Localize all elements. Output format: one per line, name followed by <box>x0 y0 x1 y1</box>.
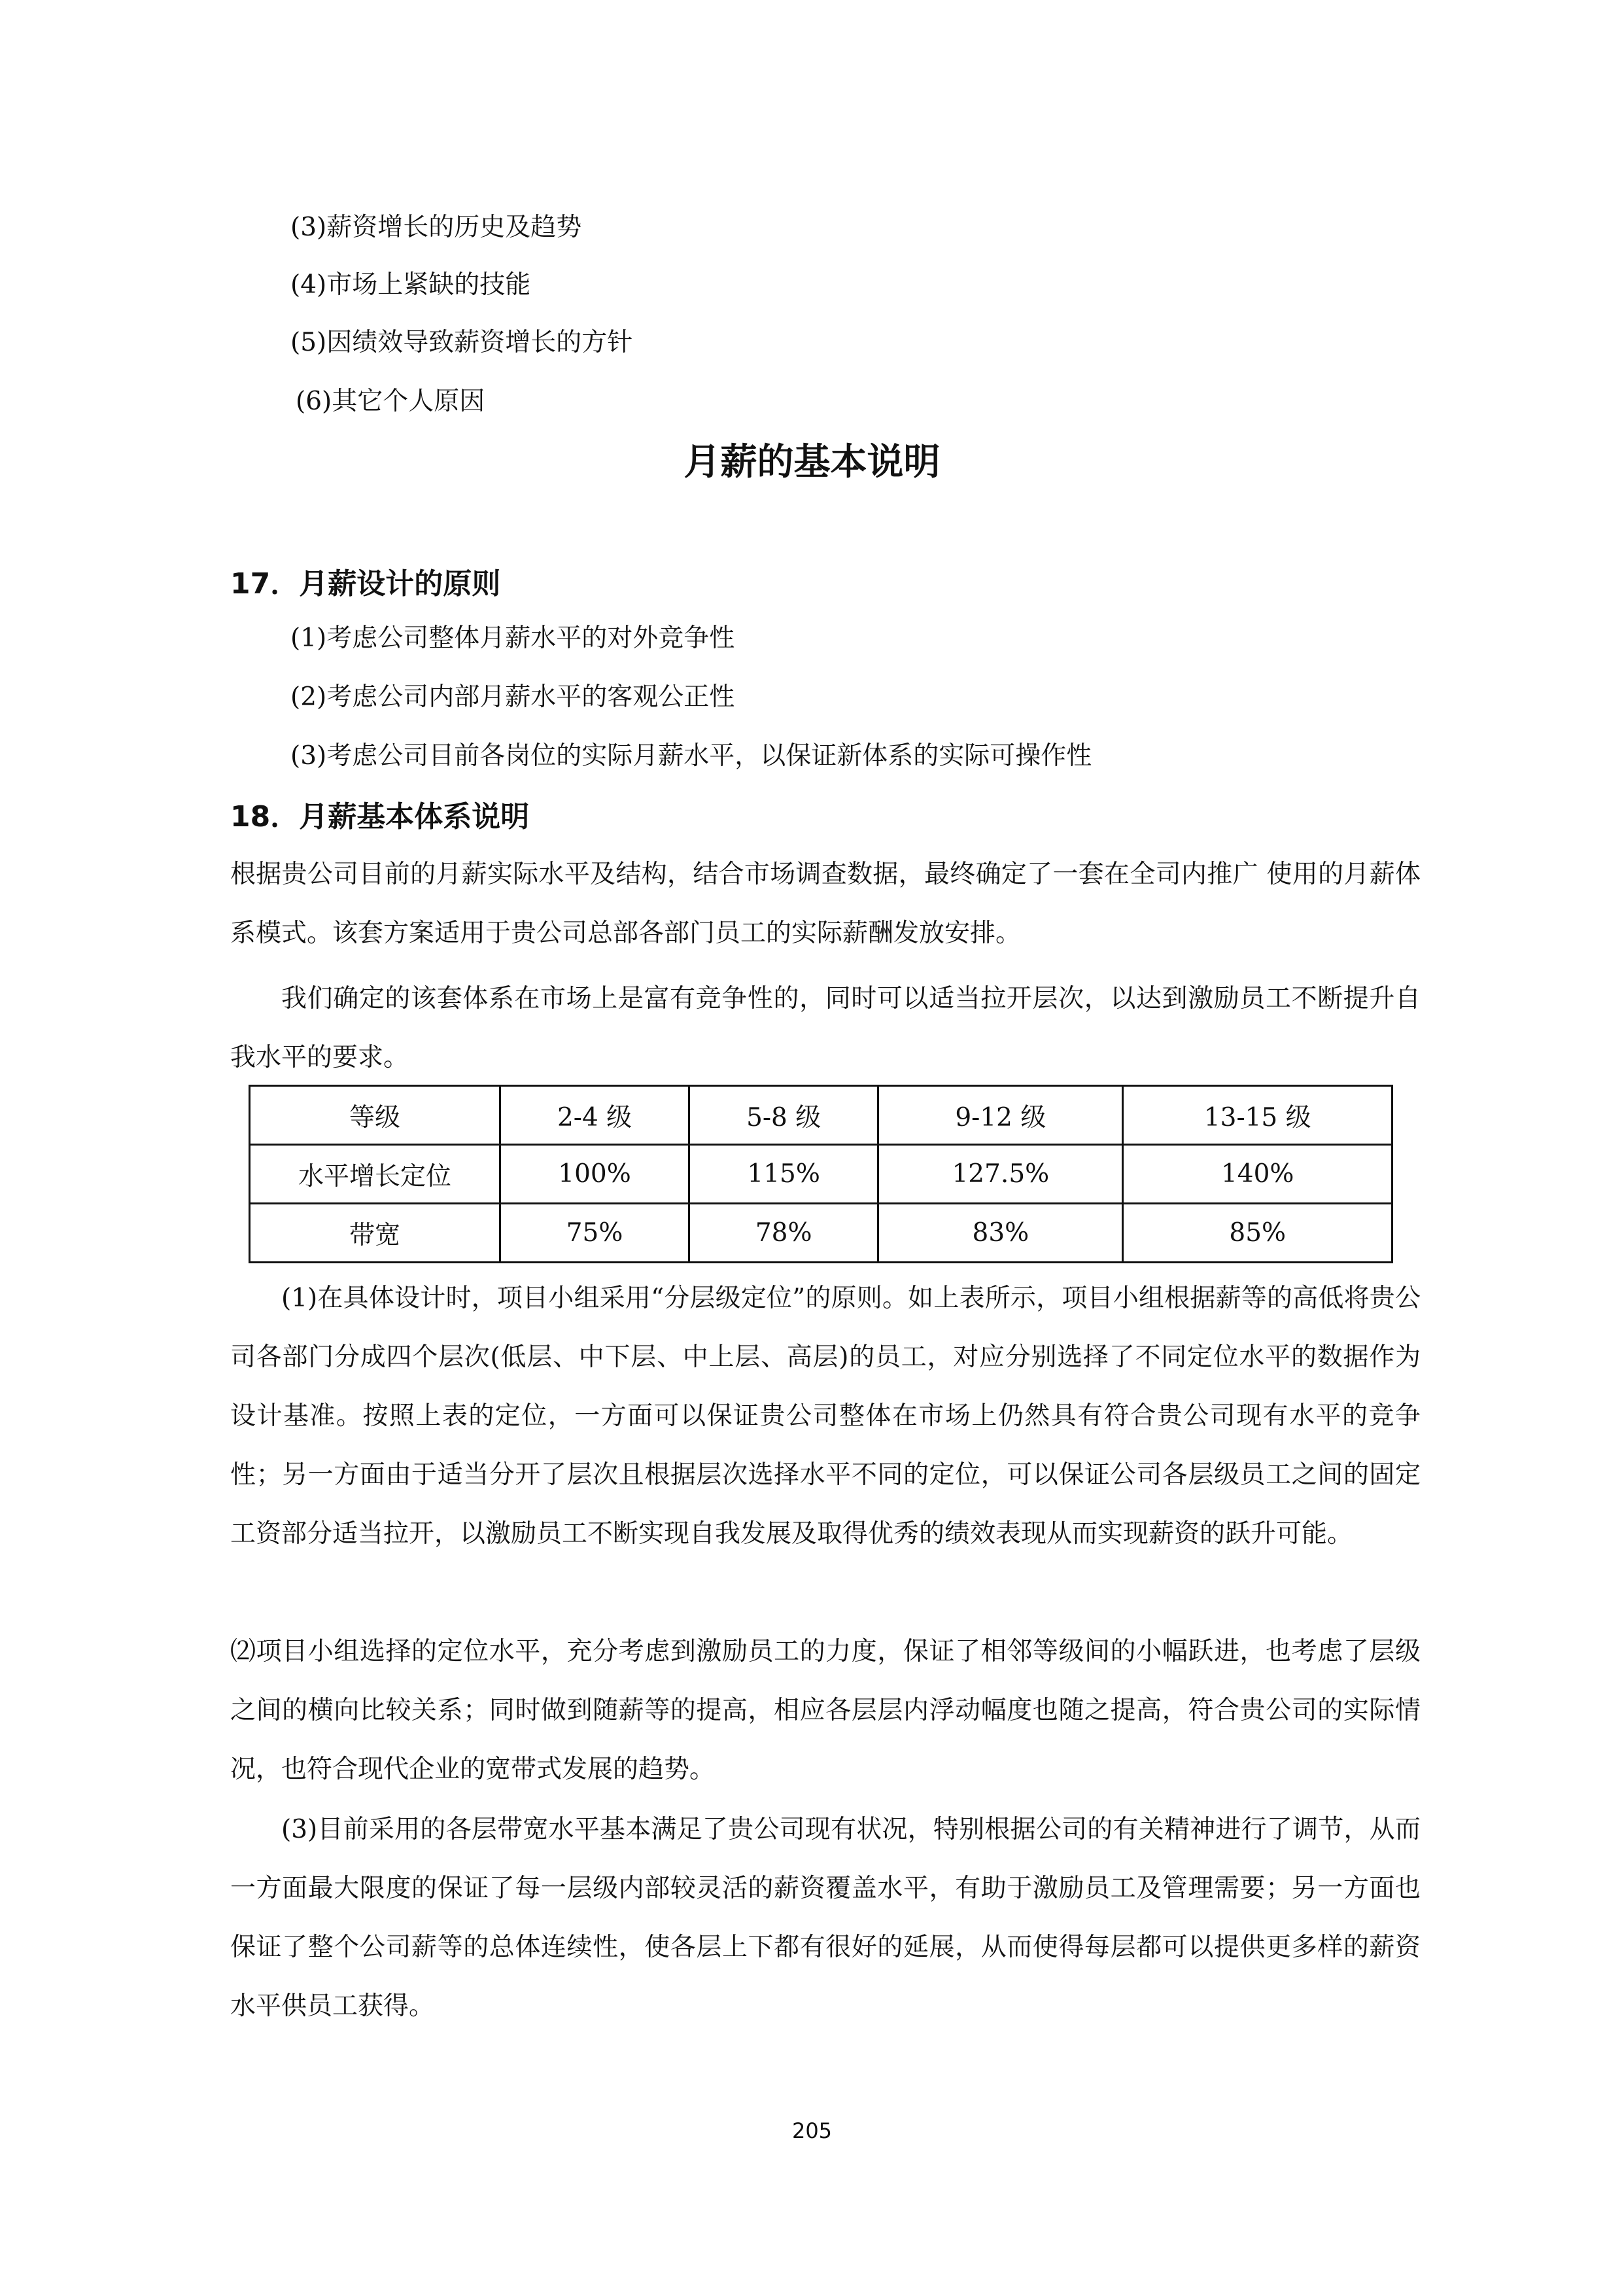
paragraph: (1)在具体设计时，项目小组采用“分层级定位”的原则。如上表所示，项目小组根据薪等的高低将贵公司各部门分成四个层次(低层、中下层、中上层、高层)的员工，对应分别选择了不同定位水平的数据作为设计基准。按照上表的定位，一方面可以保证贵公司整体在市场上仍然具有符合贵公司现有水平的竞争性；另一方面由于适当分开了层次且根据层次选择水平不同的定位，可以保证公司各层级员工之间的固定工资部分适当拉开，以激励员工不断实现自我发展及取得优秀的绩效表现从而实现薪资的跃升可能。 <box>230 1284 1421 1549</box>
list-item: (1)考虑公司整体月薪水平的对外竞争性 <box>290 623 735 653</box>
table-cell: 78% <box>689 1204 878 1263</box>
section-17-heading: 17．月薪设计的原则 <box>230 567 501 601</box>
table-header-row <box>250 1086 1392 1145</box>
table-row <box>250 1145 1392 1204</box>
table-cell: 115% <box>689 1145 878 1204</box>
table-cell: 100% <box>500 1145 689 1204</box>
table-cell: 水平增长定位 <box>250 1145 500 1204</box>
table-cell: 83% <box>878 1204 1123 1263</box>
table-cell: 140% <box>1123 1145 1392 1204</box>
paragraph: 根据贵公司目前的月薪实际水平及结构，结合市场调查数据，最终确定了一套在全司内推广 使用的月薪体系模式。该套方案适用于贵公司总部各部门员工的实际薪酬发放安排。 <box>230 860 1421 948</box>
page-number: 205 <box>791 2118 833 2143</box>
paragraph: (3)目前采用的各层带宽水平基本满足了贵公司现有状况，特别根据公司的有关精神进行了调节，从而一方面最大限度的保证了每一层级内部较灵活的薪资覆盖水平，有助于激励员工及管理需要；另一方面也保证了整个公司薪等的总体连续性，使各层上下都有很好的延展，从而使得每层都可以提供更多样的薪资水平供员工获得。 <box>230 1815 1421 2021</box>
table-cell: 等级 <box>250 1086 500 1145</box>
page-title: 月薪的基本说明 <box>683 441 941 483</box>
list-item: (6)其它个人原因 <box>296 387 485 416</box>
section-18-heading: 18．月薪基本体系说明 <box>230 800 530 833</box>
list-item: (5)因绩效导致薪资增长的方针 <box>290 328 633 357</box>
paragraph: ⑵项目小组选择的定位水平，充分考虑到激励员工的力度，保证了相邻等级间的小幅跃进，也考虑了层级之间的横向比较关系；同时做到随薪等的提高，相应各层层内浮动幅度也随之提高，符合贵公司的实际情况，也符合现代企业的宽带式发展的趋势。 <box>230 1637 1421 1784</box>
salary-grade-table <box>249 1085 1393 1263</box>
paragraph: 我们确定的该套体系在市场上是富有竞争性的，同时可以适当拉开层次，以达到激励员工不断提升自我水平的要求。 <box>230 984 1421 1072</box>
table-cell: 85% <box>1123 1204 1392 1263</box>
list-item: (2)考虑公司内部月薪水平的客观公正性 <box>290 682 735 712</box>
table-cell: 75% <box>500 1204 689 1263</box>
table-cell: 2-4 级 <box>500 1086 689 1145</box>
list-item: (3)薪资增长的历史及趋势 <box>290 213 582 242</box>
table-cell: 带宽 <box>250 1204 500 1263</box>
table-cell: 9-12 级 <box>878 1086 1123 1145</box>
table-cell: 13-15 级 <box>1123 1086 1392 1145</box>
table-cell: 5-8 级 <box>689 1086 878 1145</box>
table-cell: 127.5% <box>878 1145 1123 1204</box>
list-item: (4)市场上紧缺的技能 <box>290 270 531 300</box>
list-item: (3)考虑公司目前各岗位的实际月薪水平，以保证新体系的实际可操作性 <box>290 741 1092 771</box>
table-row <box>250 1204 1392 1263</box>
